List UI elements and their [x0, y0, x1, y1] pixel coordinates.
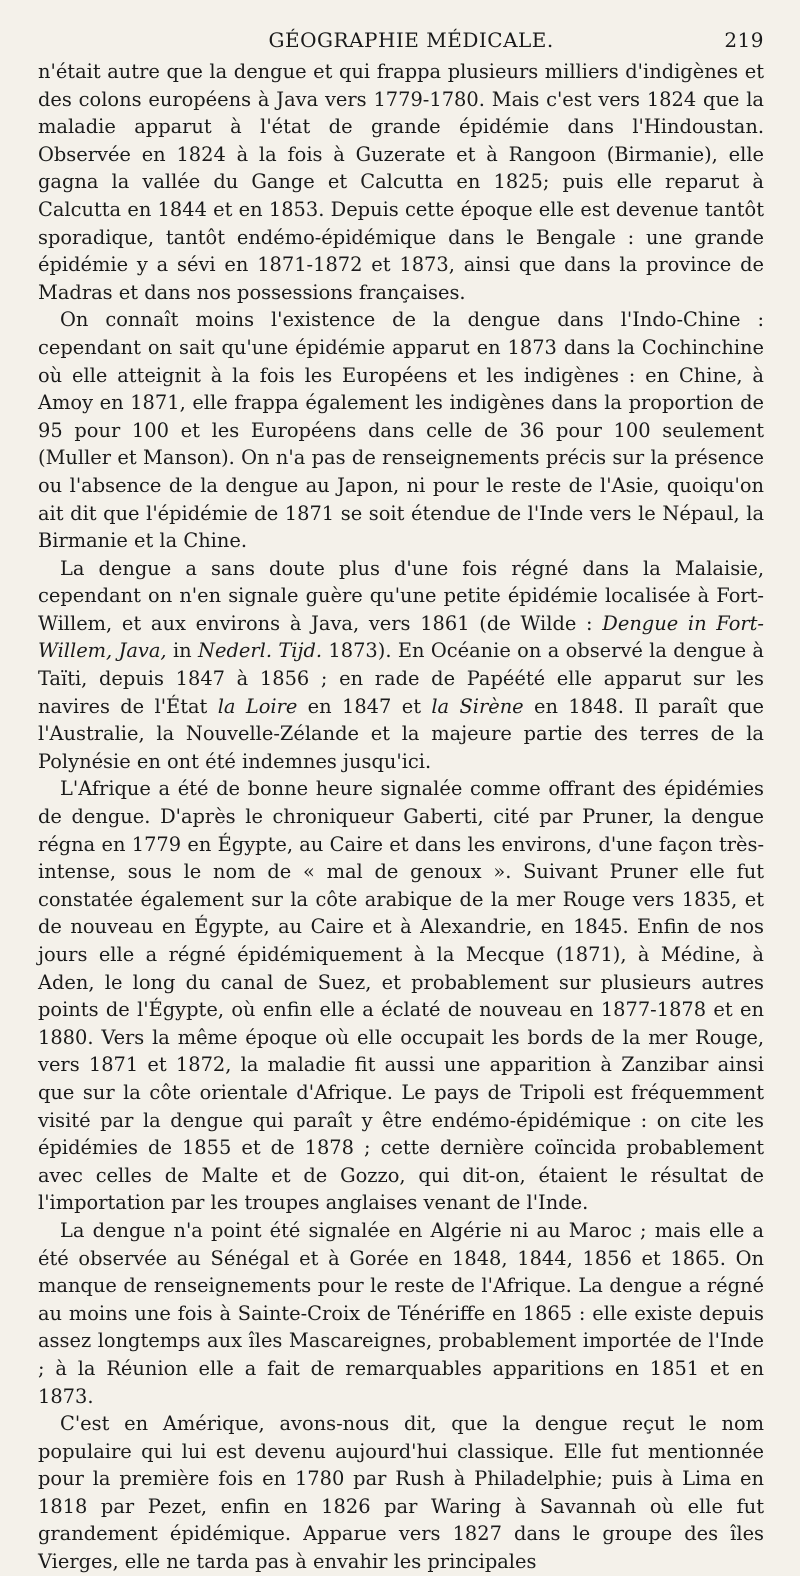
text-run: La dengue n'a point été signalée en Algérie ni au Maroc ; mais elle a été observée au Sénégal et à Gorée en 1848, 1844, 1856 et 1865. On manque de renseignements pour le reste de l'Afrique. La dengue a régné au moins une fois à Sainte-Croix de Ténériffe en 1865 : elle existe depuis assez longtemps aux îles Mascareignes, probablement importée de l'Inde ; à la Réunion elle a fait de remarquables apparitions en 1851 et en 1873. — [38, 1218, 764, 1408]
text-run: C'est en Amérique, avons-nous dit, que la dengue reçut le nom populaire qui lui est devenu aujourd'hui classique. Elle fut mentionnée pour la première fois en 1780 par Rush à Philadelphie; puis à Lima en 1818 par Pezet, enfin en 1826 par Waring à Savannah où elle fut grandement épidémique. Apparue vers 1827 dans le groupe des îles Vierges, elle ne tarda pas à envahir les principales — [38, 1412, 764, 1574]
italic-text-run: Dengue in Fort-Willem, Java, — [38, 611, 764, 663]
italic-text-run: Nederl. Tijd. — [198, 639, 323, 663]
text-run: en 1848. Il paraît que l'Australie, la Nouvelle-Zélande et la majeure partie des terres de la Polynésie en ont été indemnes jusqu'ici. — [38, 694, 764, 773]
paragraph — [38, 775, 764, 1217]
paragraph — [38, 306, 764, 554]
italic-text-run: la Loire — [217, 694, 298, 718]
italic-text-run: la Sirène — [431, 694, 524, 718]
text-run: La dengue a sans doute plus d'une fois régné dans la Malaisie, cependant on n'en signale guère qu'une petite épidémie localisée à Fort-Willem, et aux environs à Java, vers 1861 (de Wilde : — [38, 556, 764, 635]
paragraph — [38, 58, 764, 306]
text-run: n'était autre que la dengue et qui frappa plusieurs milliers d'indigènes et des colons européens à Java vers 1779-1780. Mais c'est vers 1824 que la maladie apparut à l'état de grande épidémie dans l'Hindoustan. Observée en 1824 à la fois à Guzerate et à Rangoon (Birmanie), elle gagna la vallée du Gange et Calcutta en 1825; puis elle reparut à Calcutta en 1844 et en 1853. Depuis cette époque elle est devenue tantôt sporadique, tantôt endémo-épidémique dans le Bengale : une grande épidémie y a sévi en 1871-1872 et 1873, ainsi que dans la province de Madras et dans nos possessions françaises. — [38, 60, 764, 304]
text-run: L'Afrique a été de bonne heure signalée comme offrant des épidémies de dengue. D'après le chroniqueur Gaberti, cité par Pruner, la dengue régna en 1779 en Égypte, au Caire et dans les environs, d'une façon très-intense, sous le nom de « mal de genoux ». Suivant Pruner elle fut constatée également sur la côte arabique de la mer Rouge vers 1835, et de nouveau en Égypte, au Caire et à Alexandrie, en 1845. Enfin de nos jours elle a régné épidémiquement à la Mecque (1871), à Médine, à Aden, le long du canal de Suez, et probablement sur plusieurs autres points de l'Égypte, où enfin elle a éclaté de nouveau en 1877-1878 et en 1880. Vers la même époque où elle occupait les bords de la mer Rouge, vers 1871 et 1872, la maladie fit aussi une apparition à Zanzibar ainsi que sur la côte orientale d'Afrique. Le pays de Tripoli est fréquemment visité par la dengue qui paraît y être endémo-épidémique : on cite les épidémies de 1855 et de 1878 ; cette dernière coïncida probablement avec celles de Malte et de Gozzo, qui dit-on, étaient le résultat de l'importation par les troupes anglaises venant de l'Inde. — [38, 777, 764, 1215]
text-run: en 1847 et — [297, 694, 432, 718]
text-run: 1873). En Océanie on a observé la dengue à Taïti, depuis 1847 à 1856 ; en rade de Papéété elle apparut sur les navires de l'État — [38, 639, 764, 718]
running-title: GÉOGRAPHIE MÉDICALE. — [268, 28, 554, 52]
text-run: in — [166, 639, 199, 663]
body-text — [38, 58, 764, 1576]
running-header — [38, 28, 764, 52]
page-number: 219 — [724, 28, 764, 52]
paragraph — [38, 1217, 764, 1410]
paragraph — [38, 555, 764, 776]
text-run: On connaît moins l'existence de la dengue dans l'Indo-Chine : cependant on sait qu'une épidémie apparut en 1873 dans la Cochinchine où elle atteignit à la fois les Européens et les indigènes : en Chine, à Amoy en 1871, elle frappa également les indigènes dans la proportion de 95 pour 100 et les Européens dans celle de 36 pour 100 seulement (Muller et Manson). On n'a pas de renseignements précis sur la présence ou l'absence de la dengue au Japon, ni pour le reste de l'Asie, quoiqu'on ait dit que l'épidémie de 1871 se soit étendue de l'Inde vers le Népaul, la Birmanie et la Chine. — [38, 308, 764, 553]
paragraph — [38, 1410, 764, 1576]
